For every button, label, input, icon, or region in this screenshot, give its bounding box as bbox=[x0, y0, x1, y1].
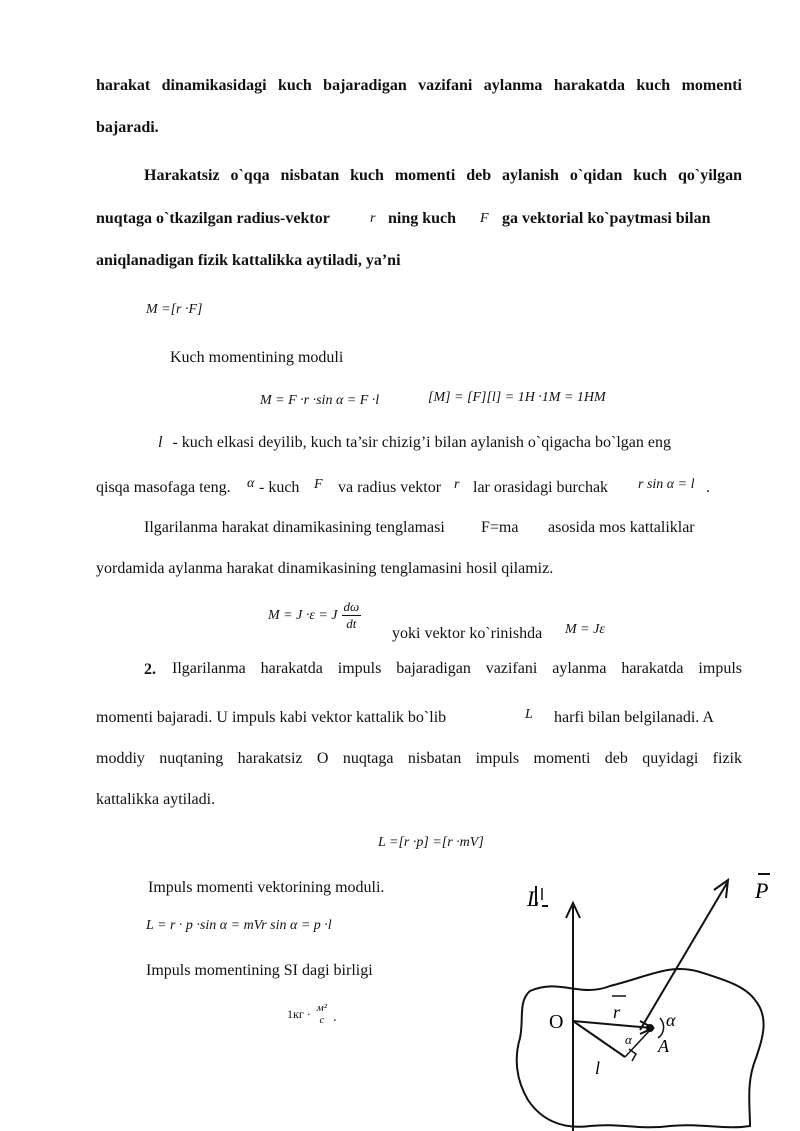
lever-arm-line bbox=[573, 1021, 625, 1057]
para2-line1: Harakatsiz o`qqa nisbatan kuch momenti deb aylanish o`qidan kuch qo`yilgan bbox=[144, 167, 742, 184]
para3-line2-c: va radius vektor bbox=[338, 479, 442, 496]
formula-moment-vector: M =[r ·F] bbox=[146, 302, 203, 317]
para5-line3: moddiy nuqtaning harakatsiz O nuqtaga nisbatan impuls momenti deb quyidagi fizik bbox=[96, 750, 742, 767]
formula-si-unit bbox=[287, 1002, 337, 1042]
para3-line2-a: qisqa masofaga teng. bbox=[96, 479, 231, 496]
label-l-vector bbox=[526, 886, 548, 911]
label-alpha-1: α bbox=[666, 1010, 676, 1030]
rigid-body-outline bbox=[517, 969, 764, 1127]
para4-line1-a: Ilgarilanma harakat dinamikasining tenglamasi bbox=[144, 519, 445, 536]
para4-line2: yordamida aylanma harakat dinamikasining tenglamasini hosil qilamiz. bbox=[96, 560, 554, 577]
para5-line1: Ilgarilanma harakatda impuls bajaradigan vazifani aylanma harakatda impuls bbox=[172, 660, 742, 677]
moment-modulus-label: Kuch momentining moduli bbox=[170, 349, 344, 366]
para1-line2: bajaradi. bbox=[96, 119, 159, 136]
angular-momentum-symbol: L bbox=[525, 707, 533, 722]
angle-arc bbox=[658, 1018, 664, 1038]
para3-line1 bbox=[158, 434, 671, 452]
label-alpha-2: α bbox=[625, 1032, 632, 1047]
formula3-lhs: M = J ·ε = J bbox=[268, 607, 338, 623]
para3-line2-d: lar orasidagi burchak bbox=[473, 479, 609, 496]
lever-arm-symbol: l bbox=[158, 434, 163, 451]
label-a: A bbox=[658, 1036, 669, 1056]
formula3-vector: M = Jε bbox=[565, 622, 605, 637]
para2-line2-a: nuqtaga o`tkazilgan radius-vektor bbox=[96, 210, 330, 227]
formula3-numerator: dω bbox=[343, 599, 360, 614]
force-symbol-2: F bbox=[314, 477, 323, 492]
si-unit-period: . bbox=[333, 1010, 337, 1025]
formula-rotational-dynamics bbox=[268, 599, 361, 643]
label-r: r bbox=[613, 1002, 621, 1022]
newton-second-law: F=ma bbox=[481, 519, 519, 536]
label-lever-arm: l bbox=[595, 1058, 601, 1078]
formula3-fraction bbox=[342, 599, 362, 632]
para2-line2-b: ning kuch bbox=[388, 210, 457, 227]
para3-line2 bbox=[96, 476, 742, 499]
para3-line2-b: - kuch bbox=[259, 479, 300, 496]
radius-vector-symbol: r bbox=[370, 211, 376, 226]
formula-angular-momentum: L =[r ·p] =[r ·mV] bbox=[378, 835, 484, 850]
point-a-dot bbox=[646, 1024, 654, 1032]
label-p: P bbox=[755, 878, 769, 903]
label-o: O bbox=[549, 1011, 564, 1033]
force-symbol: F bbox=[480, 211, 489, 226]
para4-line1 bbox=[144, 519, 742, 539]
rsin-equation: r sin α = l bbox=[638, 477, 695, 492]
para2-line3: aniqlanadigan fizik kattalikka aytiladi, ya’ni bbox=[96, 252, 401, 269]
para5-line2-a: momenti bajaradi. U impuls kabi vektor kattalik bo`lib bbox=[96, 709, 447, 726]
alpha-symbol: α bbox=[247, 476, 255, 491]
label-l: L bbox=[527, 886, 540, 911]
para5-line4: kattalikka aytiladi. bbox=[96, 791, 216, 808]
formula3-denominator: dt bbox=[346, 616, 357, 631]
para3-line1-text: - kuch elkasi deyilib, kuch ta’sir chizig’i bilan aylanish o`qigacha bo`lgan eng bbox=[172, 434, 671, 451]
para4-line1-c: asosida mos kattaliklar bbox=[548, 519, 695, 536]
formula-angular-momentum-modulus: L = r · p ·sin α = mVr sin α = p ·l bbox=[146, 918, 332, 933]
si-unit-numerator: м² bbox=[316, 1002, 328, 1014]
para2-line2-c: ga vektorial ko`paytmasi bilan bbox=[502, 210, 711, 227]
formula-moment-units: [M] = [F][l] = 1H ·1M = 1HM bbox=[428, 390, 606, 405]
si-unit-fraction bbox=[315, 1002, 329, 1026]
formula3-text: yoki vektor ko`rinishda bbox=[392, 625, 543, 642]
para3-period: . bbox=[706, 479, 710, 496]
momentum-vector-line bbox=[640, 883, 727, 1030]
radius-symbol-2: r bbox=[454, 477, 460, 492]
para5-line2-b: harfi bilan belgilanadi. A bbox=[554, 709, 714, 726]
si-unit-denominator: с bbox=[319, 1014, 325, 1026]
para1-line1: harakat dinamikasidagi kuch bajaradigan vazifani aylanma harakatda kuch momenti bbox=[96, 77, 742, 94]
si-unit-prefix: 1кг · bbox=[287, 1006, 311, 1021]
para5-number: 2. bbox=[144, 661, 156, 678]
para5-line2 bbox=[96, 709, 742, 729]
formula-moment-modulus: M = F ·r ·sin α = F ·l bbox=[260, 393, 380, 408]
angular-momentum-figure bbox=[500, 868, 790, 1131]
si-unit-label: Impuls momentining SI dagi birligi bbox=[146, 962, 373, 979]
angular-momentum-modulus-label: Impuls momenti vektorining moduli. bbox=[148, 879, 385, 896]
momentum-arrowhead bbox=[714, 880, 728, 898]
